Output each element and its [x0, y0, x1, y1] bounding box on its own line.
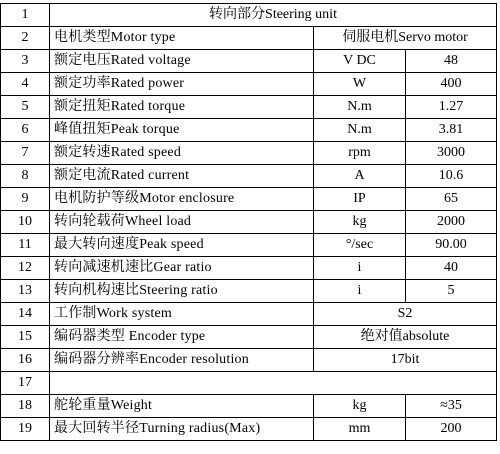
parameter-value: S2: [314, 303, 497, 326]
table-row: [1, 303, 497, 326]
parameter-name: 转向轮载荷Wheel load: [50, 211, 314, 234]
table-row: [1, 142, 497, 165]
parameter-unit: i: [314, 257, 406, 280]
row-number: 6: [1, 119, 50, 142]
parameter-name: 最大转向速度Peak speed: [50, 234, 314, 257]
parameter-unit: kg: [314, 211, 406, 234]
parameter-value: 3000: [406, 142, 497, 165]
parameter-name: 转向减速机速比Gear ratio: [50, 257, 314, 280]
parameter-value: 2000: [406, 211, 497, 234]
row-number: 13: [1, 280, 50, 303]
row-number: 8: [1, 165, 50, 188]
parameter-value: 绝对值absolute: [314, 326, 497, 349]
parameter-unit: IP: [314, 188, 406, 211]
parameter-name: 转向机构速比Steering ratio: [50, 280, 314, 303]
section-title: 转向部分Steering unit: [50, 4, 497, 27]
table-row: [1, 257, 497, 280]
steering-spec-table: [0, 3, 497, 441]
row-number: 12: [1, 257, 50, 280]
table-row: [1, 188, 497, 211]
parameter-value: 17bit: [314, 349, 497, 372]
table-row: [1, 119, 497, 142]
parameter-name: 电机防护等级Motor enclosure: [50, 188, 314, 211]
parameter-value: 5: [406, 280, 497, 303]
parameter-value: 10.6: [406, 165, 497, 188]
parameter-value: 90.00: [406, 234, 497, 257]
row-number: 1: [1, 4, 50, 27]
table-row: [1, 280, 497, 303]
parameter-name: 额定功率Rated power: [50, 73, 314, 96]
table-row: [1, 418, 497, 441]
row-number: 14: [1, 303, 50, 326]
blank-cell: [50, 372, 497, 395]
parameter-unit: N.m: [314, 96, 406, 119]
table-row: [1, 395, 497, 418]
spec-table-body: [1, 4, 497, 441]
parameter-unit: mm: [314, 418, 406, 441]
table-row: [1, 165, 497, 188]
table-row: [1, 50, 497, 73]
parameter-name: 峰值扭矩Peak torque: [50, 119, 314, 142]
row-number: 4: [1, 73, 50, 96]
table-row: [1, 372, 497, 395]
table-row: [1, 27, 497, 50]
parameter-unit: i: [314, 280, 406, 303]
parameter-unit: °/sec: [314, 234, 406, 257]
table-row: [1, 234, 497, 257]
parameter-name: 编码器类型 Encoder type: [50, 326, 314, 349]
parameter-name: 额定电压Rated voltage: [50, 50, 314, 73]
row-number: 5: [1, 96, 50, 119]
parameter-unit: A: [314, 165, 406, 188]
row-number: 9: [1, 188, 50, 211]
parameter-name: 额定转速Rated speed: [50, 142, 314, 165]
row-number: 10: [1, 211, 50, 234]
parameter-unit: kg: [314, 395, 406, 418]
parameter-name: 额定电流Rated current: [50, 165, 314, 188]
parameter-name: 编码器分辨率Encoder resolution: [50, 349, 314, 372]
parameter-name: 工作制Work system: [50, 303, 314, 326]
parameter-unit: W: [314, 73, 406, 96]
parameter-unit: rpm: [314, 142, 406, 165]
table-row: [1, 96, 497, 119]
parameter-value: 200: [406, 418, 497, 441]
row-number: 19: [1, 418, 50, 441]
parameter-name: 额定扭矩Rated torque: [50, 96, 314, 119]
row-number: 16: [1, 349, 50, 372]
parameter-value: 40: [406, 257, 497, 280]
parameter-name: 舵轮重量Weight: [50, 395, 314, 418]
row-number: 7: [1, 142, 50, 165]
parameter-name: 电机类型Motor type: [50, 27, 314, 50]
parameter-value: ≈35: [406, 395, 497, 418]
table-row: [1, 4, 497, 27]
table-row: [1, 349, 497, 372]
row-number: 15: [1, 326, 50, 349]
parameter-value: 3.81: [406, 119, 497, 142]
table-row: [1, 326, 497, 349]
row-number: 2: [1, 27, 50, 50]
row-number: 3: [1, 50, 50, 73]
parameter-value: 65: [406, 188, 497, 211]
row-number: 17: [1, 372, 50, 395]
parameter-value: 伺服电机Servo motor: [314, 27, 497, 50]
row-number: 18: [1, 395, 50, 418]
parameter-unit: N.m: [314, 119, 406, 142]
parameter-unit: V DC: [314, 50, 406, 73]
table-row: [1, 211, 497, 234]
parameter-value: 400: [406, 73, 497, 96]
row-number: 11: [1, 234, 50, 257]
parameter-name: 最大回转半径Turning radius(Max): [50, 418, 314, 441]
table-row: [1, 73, 497, 96]
parameter-value: 48: [406, 50, 497, 73]
parameter-value: 1.27: [406, 96, 497, 119]
